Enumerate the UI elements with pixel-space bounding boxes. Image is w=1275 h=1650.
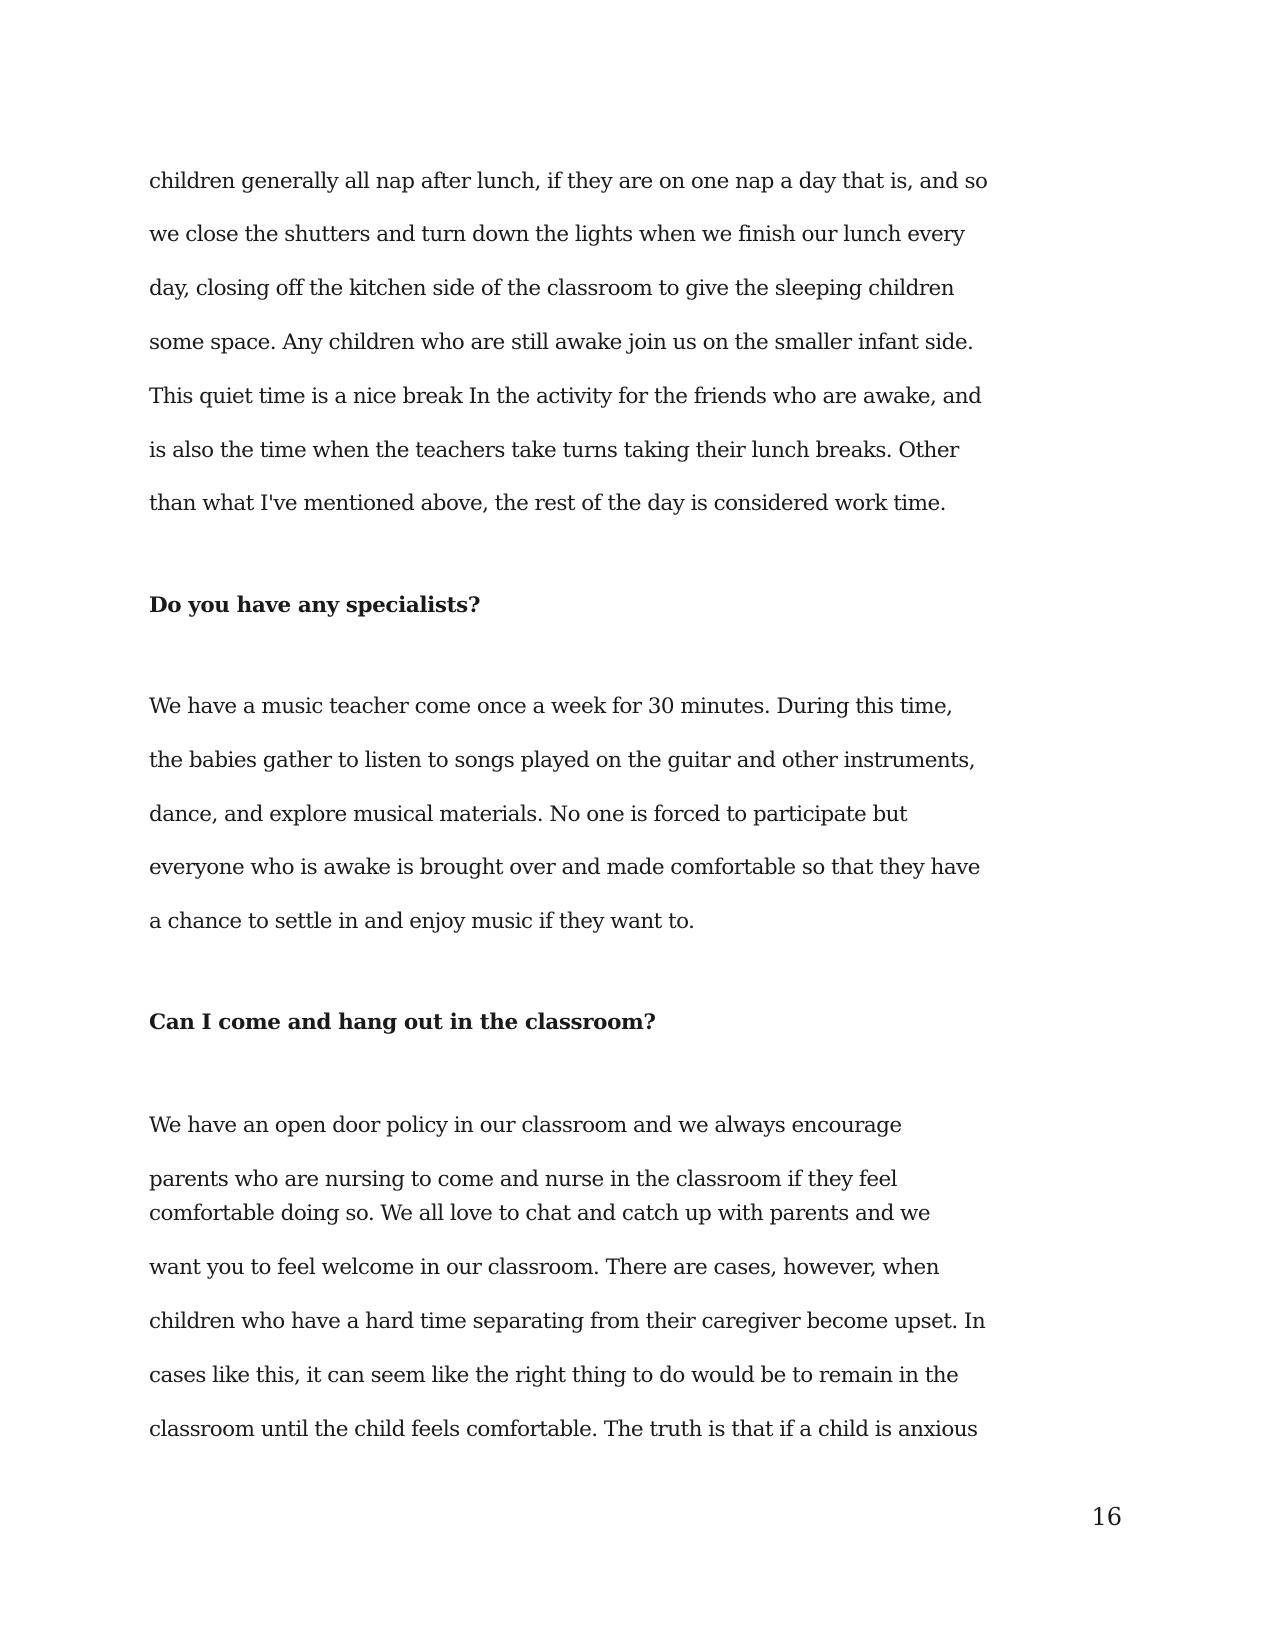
paragraph-1-line-5: This quiet time is a nice break In the activity for the friends who are awake, and	[149, 384, 982, 409]
paragraph-3-line-7: classroom until the child feels comfortable. The truth is that if a child is anxious	[149, 1417, 978, 1442]
paragraph-1-line-7: than what I've mentioned above, the rest of the day is considered work time.	[149, 491, 946, 516]
paragraph-1-line-1: children generally all nap after lunch, if they are on one nap a day that is, and so	[149, 169, 988, 194]
paragraph-2-line-4: everyone who is awake is brought over and made comfortable so that they have	[149, 855, 980, 880]
page-number: 16	[1091, 1503, 1122, 1531]
paragraph-1-line-2: we close the shutters and turn down the lights when we finish our lunch every	[149, 222, 965, 247]
paragraph-3-line-1: We have an open door policy in our classroom and we always encourage	[149, 1113, 902, 1138]
paragraph-3-line-4: want you to feel welcome in our classroom. There are cases, however, when	[149, 1255, 940, 1280]
paragraph-3-line-2: parents who are nursing to come and nurse in the classroom if they feel	[149, 1167, 897, 1192]
paragraph-3-line-3: comfortable doing so. We all love to chat and catch up with parents and we	[149, 1201, 931, 1226]
section-heading-classroom-visits: Can I come and hang out in the classroom?	[149, 1010, 656, 1035]
paragraph-2-line-1: We have a music teacher come once a week for 30 minutes. During this time,	[149, 694, 953, 719]
paragraph-1-line-3: day, closing off the kitchen side of the classroom to give the sleeping children	[149, 276, 955, 301]
paragraph-2-line-3: dance, and explore musical materials. No one is forced to participate but	[149, 802, 908, 827]
paragraph-2-line-2: the babies gather to listen to songs played on the guitar and other instruments,	[149, 748, 976, 773]
section-heading-specialists: Do you have any specialists?	[149, 593, 481, 618]
paragraph-3-line-5: children who have a hard time separating from their caregiver become upset. In	[149, 1309, 986, 1334]
paragraph-1-line-4: some space. Any children who are still awake join us on the smaller infant side.	[149, 330, 974, 355]
paragraph-2-line-5: a chance to settle in and enjoy music if they want to.	[149, 909, 695, 934]
paragraph-3-line-6: cases like this, it can seem like the right thing to do would be to remain in the	[149, 1363, 959, 1388]
paragraph-1-line-6: is also the time when the teachers take turns taking their lunch breaks. Other	[149, 438, 959, 463]
